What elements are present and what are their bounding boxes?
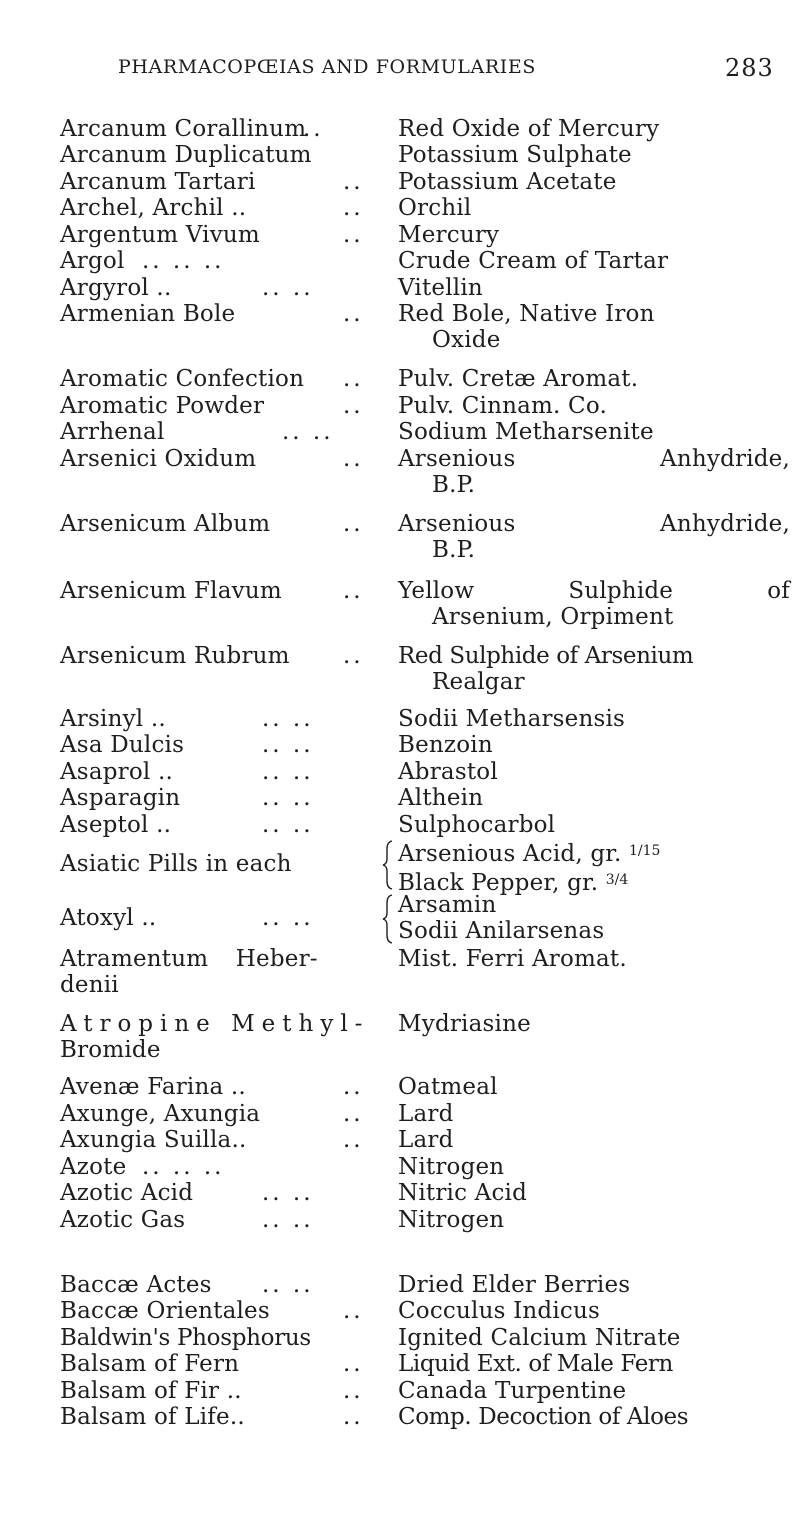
entry-definition: Arsenious Anhydride, B.P. xyxy=(398,446,790,498)
fraction: 3/4 xyxy=(605,872,629,888)
leader-dots: .. .. xyxy=(262,706,314,732)
entry-term: Baccæ Orientales xyxy=(60,1298,270,1324)
entry-term: Argyrol .. xyxy=(60,275,172,301)
leader-dots: .. .. xyxy=(262,812,314,838)
page-number: 283 xyxy=(725,54,774,82)
leader-dots: .. xyxy=(343,1404,364,1430)
entry-definition: Althein xyxy=(398,785,484,811)
entry-term-continued: denii xyxy=(60,972,119,998)
leader-dots: .. xyxy=(343,1298,364,1324)
entry-term: Armenian Bole xyxy=(60,301,236,327)
entry-definition: Liquid Ext. of Male Fern xyxy=(398,1351,673,1377)
entry-term: Balsam of Fern xyxy=(60,1351,240,1377)
leader-dots: .. .. .. xyxy=(142,1154,225,1180)
entry-term: Axunge, Axungia xyxy=(60,1101,261,1127)
leader-dots: .. .. xyxy=(282,419,334,445)
entry-term: Asaprol .. xyxy=(60,759,173,785)
entry-term: Arsenici Oxidum xyxy=(60,446,257,472)
entry-definition: Benzoin xyxy=(398,732,493,758)
leader-dots: .. .. xyxy=(262,785,314,811)
leader-dots: .. xyxy=(343,511,364,537)
entry-definition: Red Oxide of Mercury xyxy=(398,116,660,142)
leader-dots: .. xyxy=(343,1378,364,1404)
leader-dots: .. xyxy=(343,1351,364,1377)
leader-dots: .. xyxy=(343,446,364,472)
entry-term: Arsenicum Flavum xyxy=(60,578,282,604)
entry-term: Argentum Vivum xyxy=(60,222,260,248)
entry-term: Asparagin xyxy=(60,785,181,811)
entry-term: Argol xyxy=(60,248,125,274)
entry-term: Asiatic Pills in each xyxy=(60,851,292,877)
leader-dots: .. xyxy=(343,393,364,419)
brace-icon xyxy=(380,839,396,891)
entry-definition: Potassium Sulphate xyxy=(398,142,632,168)
leader-dots: .. xyxy=(343,1101,364,1127)
leader-dots: .. xyxy=(343,1127,364,1153)
entry-definition: Pulv. Cretæ Aromat. xyxy=(398,366,639,392)
entry-term: Arrhenal xyxy=(60,419,165,445)
entry-definition: Abrastol xyxy=(398,759,498,785)
entry-definition: Arsenious Acid, gr. $^{1/15}$ Black Pepper, gr. $^{3/4}$ xyxy=(398,841,661,896)
leader-dots: .. xyxy=(343,195,364,221)
entry-term: Azotic Gas xyxy=(60,1207,186,1233)
entry-definition: Mist. Ferri Aromat. xyxy=(398,946,627,972)
entry-term: Atoxyl .. xyxy=(60,905,157,931)
leader-dots: .. xyxy=(343,643,364,669)
leader-dots: .. .. xyxy=(262,275,314,301)
entry-definition: Red Sulphide of Arsenium Realgar xyxy=(398,643,694,695)
entry-definition: Yellow Sulphide of Arsenium, Orpiment xyxy=(398,578,790,630)
leader-dots: .. .. xyxy=(262,905,314,931)
entry-term: Arcanum Corallinum xyxy=(60,116,307,142)
entry-definition: Comp. Decoction of Aloes xyxy=(398,1404,689,1430)
entry-definition: Potassium Acetate xyxy=(398,169,617,195)
entry-definition: Oatmeal xyxy=(398,1074,498,1100)
entry-definition: Sodii Metharsensis xyxy=(398,706,626,732)
leader-dots: .. .. xyxy=(262,1272,314,1298)
entry-definition: Red Bole, Native Iron Oxide xyxy=(398,301,655,353)
entry-term: Archel, Archil .. xyxy=(60,195,247,221)
entry-term: Azotic Acid xyxy=(60,1180,194,1206)
entry-term: Axungia Suilla.. xyxy=(60,1127,247,1153)
entry-term: Arcanum Duplicatum xyxy=(60,142,312,168)
entry-definition: Mercury xyxy=(398,222,500,248)
leader-dots: .. .. xyxy=(262,1207,314,1233)
leader-dots: .. xyxy=(343,169,364,195)
entry-definition: Sodium Metharsenite xyxy=(398,419,654,445)
entry-term: Arsenicum Album xyxy=(60,511,271,537)
entry-definition: Mydriasine xyxy=(398,1011,531,1037)
entry-term: Aromatic Powder xyxy=(60,393,265,419)
entry-definition: Lard xyxy=(398,1101,454,1127)
leader-dots: .. .. xyxy=(262,732,314,758)
entry-term: Aseptol .. xyxy=(60,812,172,838)
leader-dots: .. .. .. xyxy=(142,248,225,274)
entry-definition: Sulphocarbol xyxy=(398,812,556,838)
leader-dots: .. xyxy=(303,116,324,142)
fraction: 1/15 xyxy=(628,843,661,859)
entry-term: Atramentum Heber- xyxy=(60,946,318,972)
entry-definition: Ignited Calcium Nitrate xyxy=(398,1325,681,1351)
leader-dots: .. xyxy=(343,301,364,327)
entry-term: Azote xyxy=(60,1154,127,1180)
entry-term: Baccæ Actes xyxy=(60,1272,212,1298)
entry-term: Aromatic Confection xyxy=(60,366,305,392)
entry-definition: Arsenious Anhydride, B.P. xyxy=(398,511,790,563)
leader-dots: .. .. xyxy=(262,1180,314,1206)
entry-term: Arsenicum Rubrum xyxy=(60,643,290,669)
entry-definition: Nitric Acid xyxy=(398,1180,528,1206)
entry-term: Asa Dulcis xyxy=(60,732,185,758)
running-head: PHARMACOPŒIAS AND FORMULARIES xyxy=(118,56,536,78)
entry-definition: Dried Elder Berries xyxy=(398,1272,631,1298)
entry-term: Balsam of Life.. xyxy=(60,1404,245,1430)
entry-term: Atropine Methyl- xyxy=(60,1011,370,1037)
leader-dots: .. xyxy=(343,1074,364,1100)
entry-definition: Lard xyxy=(398,1127,454,1153)
brace-icon xyxy=(380,893,396,945)
entry-term: Balsam of Fir .. xyxy=(60,1378,242,1404)
leader-dots: .. xyxy=(343,578,364,604)
entry-definition: Pulv. Cinnam. Co. xyxy=(398,393,608,419)
entry-definition: Crude Cream of Tartar xyxy=(398,248,669,274)
leader-dots: .. xyxy=(343,366,364,392)
entry-definition: Cocculus Indicus xyxy=(398,1298,600,1324)
entry-term-continued: Bromide xyxy=(60,1037,161,1063)
entry-term: Baldwin's Phosphorus xyxy=(60,1325,311,1351)
entry-definition: Vitellin xyxy=(398,275,483,301)
entry-definition: Canada Turpentine xyxy=(398,1378,627,1404)
entry-definition: Nitrogen xyxy=(398,1207,505,1233)
entry-definition: Arsamin Sodii Anilarsenas xyxy=(398,892,605,944)
entry-definition: Nitrogen xyxy=(398,1154,505,1180)
leader-dots: .. .. xyxy=(262,759,314,785)
entry-term: Arsinyl .. xyxy=(60,706,166,732)
entry-term: Avenæ Farina .. xyxy=(60,1074,246,1100)
leader-dots: .. xyxy=(343,222,364,248)
entry-definition: Orchil xyxy=(398,195,472,221)
entry-term: Arcanum Tartari xyxy=(60,169,256,195)
